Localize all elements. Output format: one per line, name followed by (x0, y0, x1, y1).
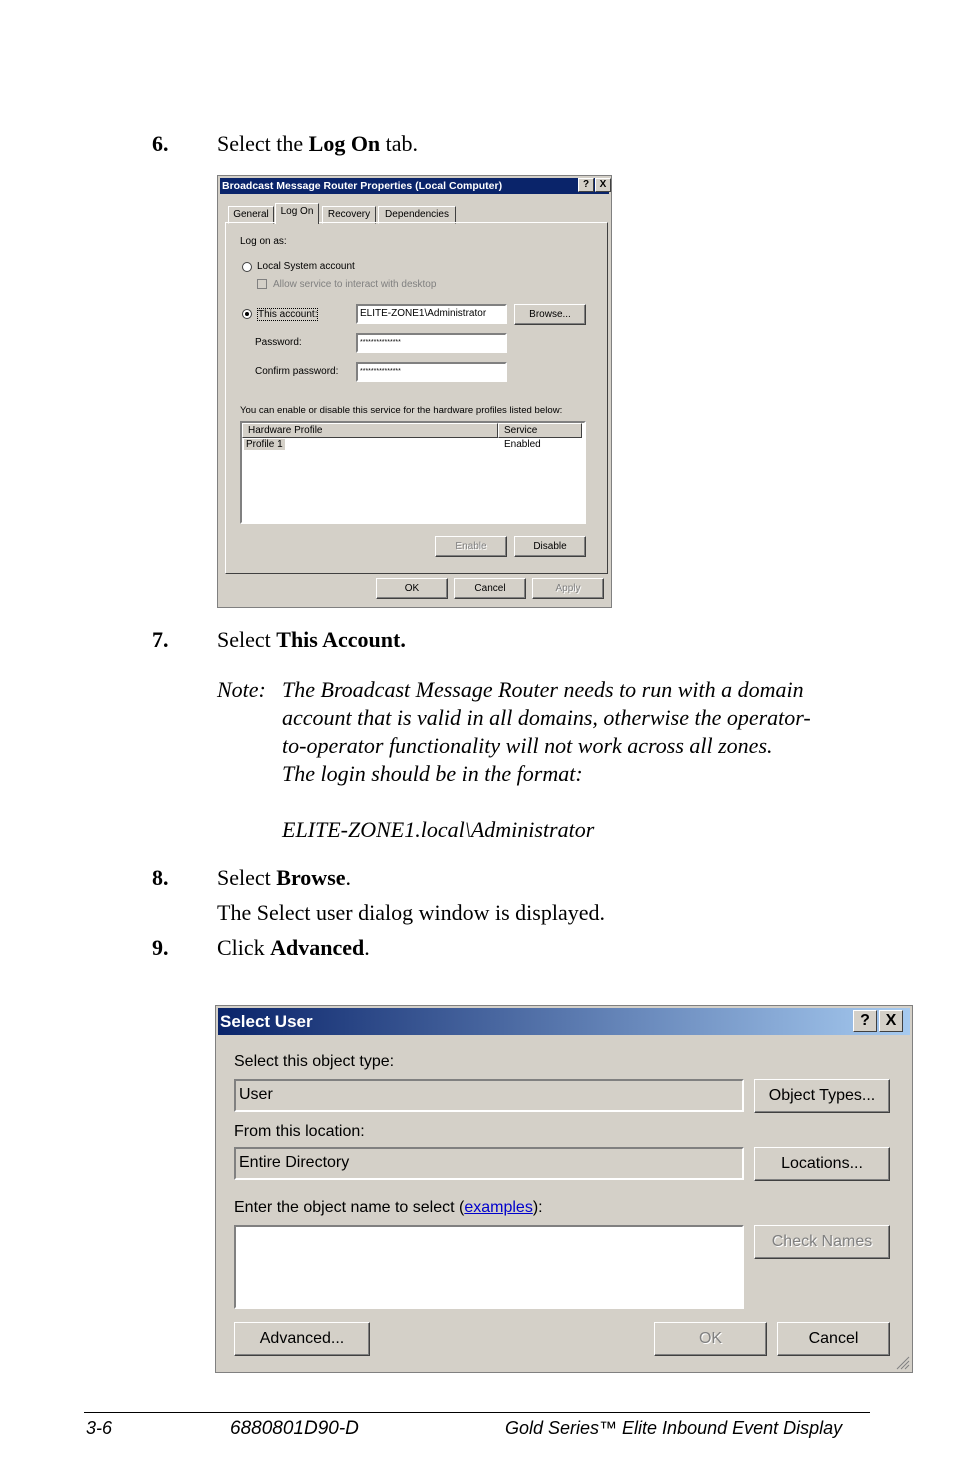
allow-desktop-label: Allow service to interact with desktop (273, 279, 437, 290)
account-field[interactable]: ELITE-ZONE1\Administrator (356, 304, 507, 324)
object-name-input[interactable] (234, 1225, 744, 1309)
step-8-text: Select Browse. (217, 865, 352, 890)
object-types-button[interactable]: Object Types... (754, 1079, 890, 1113)
advanced-button[interactable]: Advanced... (234, 1322, 370, 1356)
profile-cell[interactable]: Profile 1 (246, 439, 283, 450)
ok-button[interactable]: OK (376, 578, 448, 599)
tab-general[interactable]: General (228, 206, 274, 224)
column-hardware-profile[interactable]: Hardware Profile (242, 423, 498, 438)
help-button[interactable]: ? (853, 1010, 877, 1032)
enter-object-name-label: Enter the object name to select (examples): (234, 1199, 543, 1216)
note-label: Note: (217, 677, 266, 702)
dialog-title: Broadcast Message Router Properties (Local Computer) (220, 178, 609, 194)
this-account-radio[interactable] (242, 309, 252, 319)
apply-button[interactable]: Apply (532, 578, 604, 599)
step-6-number: 6. (152, 131, 169, 156)
step-8-number: 8. (152, 865, 169, 890)
note-line: The Broadcast Message Router needs to run with a domain (282, 677, 804, 702)
allow-desktop-checkbox[interactable] (257, 279, 267, 289)
service-properties-dialog (217, 175, 612, 608)
resize-grip-icon[interactable] (894, 1354, 910, 1370)
note-line: account that is valid in all domains, otherwise the operator- (282, 705, 811, 730)
cancel-button[interactable]: Cancel (777, 1322, 890, 1356)
hardware-profile-list[interactable] (240, 421, 586, 524)
locations-button[interactable]: Locations... (754, 1147, 890, 1181)
document-number: 6880801D90-D (230, 1418, 359, 1439)
disable-button[interactable]: Disable (514, 536, 586, 557)
step-7-text: Select This Account. (217, 627, 406, 652)
password-field[interactable]: *************** (356, 333, 507, 353)
local-system-label: Local System account (257, 261, 355, 272)
cancel-button[interactable]: Cancel (454, 578, 526, 599)
object-type-label: Select this object type: (234, 1053, 395, 1070)
browse-button[interactable]: Browse... (514, 304, 586, 325)
tab-recovery[interactable]: Recovery (322, 206, 376, 224)
login-format-example: ELITE-ZONE1.local\Administrator (282, 817, 595, 842)
object-type-field: User (234, 1079, 744, 1112)
step-6-text: Select the Log On tab. (217, 131, 419, 156)
close-button[interactable]: X (595, 178, 611, 192)
hardware-profiles-text: You can enable or disable this service for the hardware profiles listed below: (240, 405, 563, 416)
step-8-subtext: The Select user dialog window is displayed. (217, 900, 605, 925)
page-number: 3-6 (86, 1418, 113, 1438)
check-names-button[interactable]: Check Names (754, 1225, 890, 1259)
examples-link[interactable]: examples (464, 1199, 533, 1216)
log-on-as-label: Log on as: (240, 236, 287, 247)
column-service[interactable]: Service (498, 423, 582, 438)
select-user-dialog (215, 1005, 913, 1373)
document-title: Gold Series™ Elite Inbound Event Display (505, 1418, 843, 1438)
dialog-title: Select User (218, 1008, 910, 1035)
enable-button[interactable]: Enable (435, 536, 507, 557)
footer-rule (84, 1412, 870, 1413)
close-button[interactable]: X (879, 1010, 903, 1032)
step-9-text: Click Advanced. (217, 935, 370, 960)
this-account-label: This account: (258, 309, 318, 320)
confirm-password-label: Confirm password: (255, 366, 339, 377)
local-system-radio[interactable] (242, 262, 252, 272)
help-button[interactable]: ? (578, 178, 594, 192)
tab-log-on[interactable]: Log On (275, 203, 319, 224)
password-label: Password: (255, 337, 302, 348)
location-field: Entire Directory (234, 1147, 744, 1180)
service-cell: Enabled (504, 439, 541, 450)
step-7-number: 7. (152, 627, 169, 652)
note-line: to-operator functionality will not work across all zones. (282, 733, 773, 758)
tab-dependencies[interactable]: Dependencies (378, 206, 456, 224)
note-line: The login should be in the format: (282, 761, 583, 786)
ok-button[interactable]: OK (654, 1322, 767, 1356)
confirm-password-field[interactable]: *************** (356, 362, 507, 382)
location-label: From this location: (234, 1123, 365, 1140)
step-9-number: 9. (152, 935, 169, 960)
